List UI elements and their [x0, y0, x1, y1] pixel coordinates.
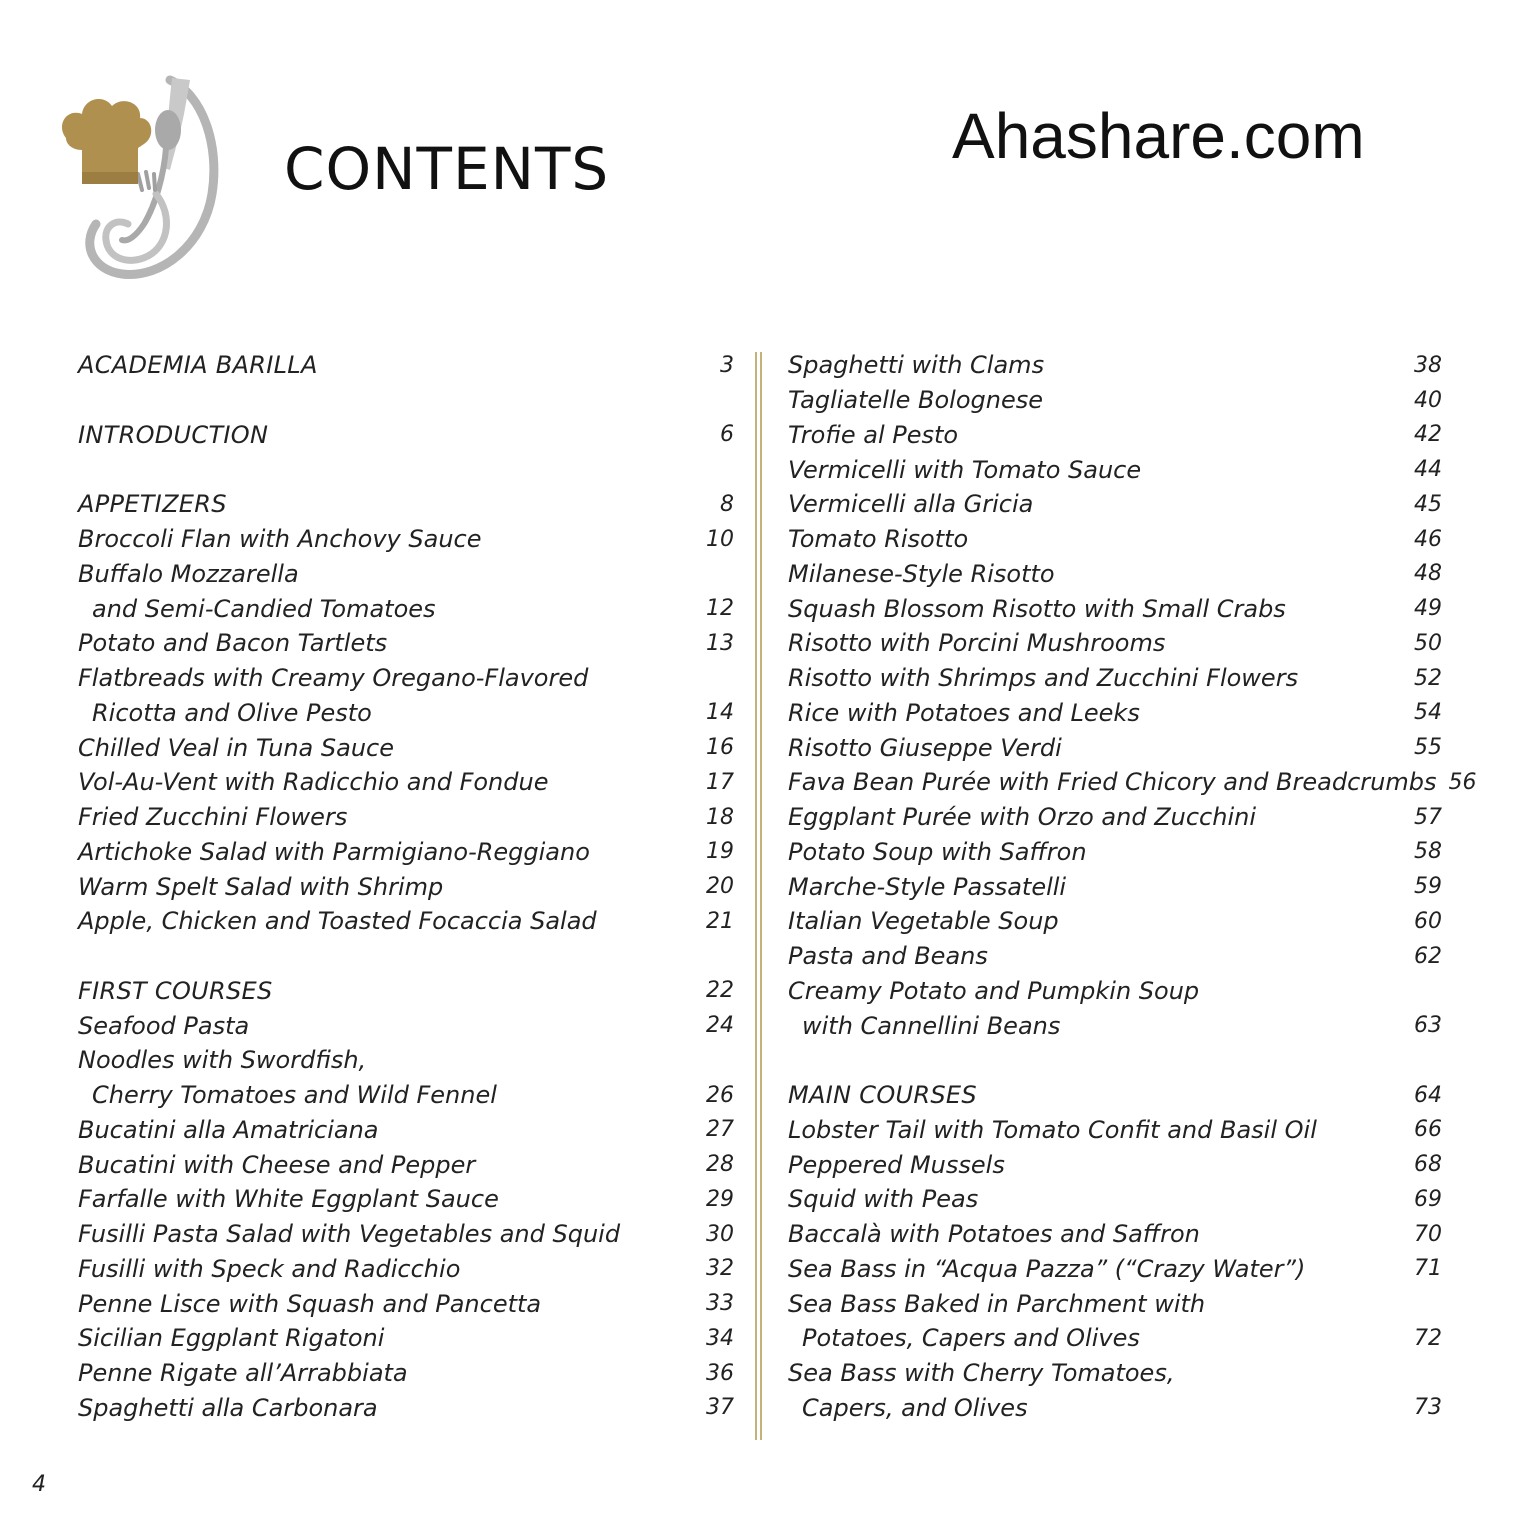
toc-entry — [78, 1043, 734, 1078]
toc-entry — [788, 383, 1442, 418]
toc-entry — [788, 765, 1477, 800]
toc-entry-page: 62 — [1414, 943, 1442, 969]
toc-entry — [788, 591, 1442, 626]
toc-entry-title: Apple, Chicken and Toasted Focaccia Salad — [78, 907, 597, 936]
toc-entry-page: 69 — [1414, 1186, 1442, 1212]
toc-entry — [78, 835, 734, 870]
toc-entry — [788, 1321, 1442, 1356]
toc-entry-title: Fava Bean Purée with Fried Chicory and Breadcrumbs — [788, 768, 1437, 797]
toc-entry-title: Peppered Mussels — [788, 1150, 1005, 1179]
toc-column-right — [788, 348, 1477, 1425]
toc-entry — [788, 1356, 1442, 1391]
toc-entry-title: Sea Bass with Cherry Tomatoes, — [788, 1359, 1175, 1388]
toc-entry — [788, 904, 1442, 939]
toc-entry — [788, 452, 1442, 487]
toc-entry — [788, 800, 1442, 835]
toc-entry-page: 50 — [1414, 630, 1442, 656]
toc-entry-title: MAIN COURSES — [788, 1081, 977, 1110]
toc-entry-page: 27 — [706, 1117, 734, 1143]
toc-entry — [788, 974, 1442, 1009]
toc-entry-title: ACADEMIA BARILLA — [78, 351, 318, 380]
toc-entry — [78, 800, 734, 835]
toc-entry-page: 18 — [706, 804, 734, 830]
toc-entry — [78, 696, 734, 731]
toc-entry-title: Pasta and Beans — [788, 942, 988, 971]
toc-entry — [788, 1008, 1442, 1043]
toc-entry — [78, 1252, 734, 1287]
toc-entry-page: 28 — [706, 1152, 734, 1178]
toc-entry-page: 3 — [720, 352, 734, 378]
toc-entry-title: Capers, and Olives — [802, 1393, 1028, 1422]
toc-entry — [78, 869, 734, 904]
toc-entry-title: Squid with Peas — [788, 1185, 979, 1214]
toc-entry-page: 17 — [706, 769, 734, 795]
toc-entry-title: Vermicelli with Tomato Sauce — [788, 455, 1142, 484]
watermark-text: Ahashare.com — [952, 100, 1365, 172]
toc-entry-page: 32 — [706, 1256, 734, 1282]
toc-entry-page: 13 — [706, 630, 734, 656]
toc-entry — [788, 522, 1442, 557]
toc-entry-title: Risotto Giuseppe Verdi — [788, 733, 1062, 762]
toc-entry-page: 38 — [1414, 352, 1442, 378]
toc-entry-page: 26 — [706, 1082, 734, 1108]
toc-entry — [788, 1113, 1442, 1148]
toc-entry-page: 54 — [1414, 700, 1442, 726]
toc-entry-page: 33 — [706, 1291, 734, 1317]
toc-entry — [788, 1147, 1442, 1182]
toc-entry — [788, 1182, 1442, 1217]
toc-entry-page: 20 — [706, 874, 734, 900]
toc-entry — [788, 730, 1442, 765]
toc-column-left — [78, 348, 734, 1425]
toc-entry — [78, 1217, 734, 1252]
toc-entry — [788, 1286, 1442, 1321]
toc-entry-page: 55 — [1414, 735, 1442, 761]
toc-entry-title: Marche-Style Passatelli — [788, 872, 1067, 901]
toc-entry — [78, 730, 734, 765]
toc-entry-title: Cherry Tomatoes and Wild Fennel — [92, 1081, 497, 1110]
toc-entry-title: Tagliatelle Bolognese — [788, 386, 1044, 415]
toc-entry-title: Risotto with Porcini Mushrooms — [788, 629, 1166, 658]
toc-entry — [78, 1078, 734, 1113]
toc-entry-title: Bucatini with Cheese and Pepper — [78, 1150, 476, 1179]
toc-entry — [78, 1356, 734, 1391]
toc-entry — [788, 1391, 1442, 1426]
toc-spacer — [78, 383, 734, 418]
toc-entry-page: 16 — [706, 735, 734, 761]
page-number: 4 — [32, 1472, 46, 1497]
toc-entry-page: 66 — [1414, 1117, 1442, 1143]
toc-entry — [78, 557, 734, 592]
toc-entry-title: Tomato Risotto — [788, 525, 969, 554]
toc-entry — [788, 1217, 1442, 1252]
toc-spacer — [788, 1043, 1442, 1078]
toc-entry — [78, 661, 734, 696]
toc-entry-page: 70 — [1414, 1221, 1442, 1247]
toc-entry-page: 6 — [720, 422, 734, 448]
toc-entry-title: Fried Zucchini Flowers — [78, 803, 348, 832]
toc-entry — [788, 418, 1442, 453]
toc-entry-page: 34 — [706, 1325, 734, 1351]
toc-entry-title: Italian Vegetable Soup — [788, 907, 1059, 936]
toc-entry-title: Vol-Au-Vent with Radicchio and Fondue — [78, 768, 549, 797]
toc-entry-title: Flatbreads with Creamy Oregano-Flavored — [78, 664, 589, 693]
toc-entry-page: 58 — [1414, 839, 1442, 865]
toc-entry-title: Rice with Potatoes and Leeks — [788, 698, 1140, 727]
toc-entry — [788, 939, 1442, 974]
toc-entry-title: and Semi-Candied Tomatoes — [92, 594, 436, 623]
toc-entry — [788, 661, 1442, 696]
column-divider — [755, 352, 763, 1440]
toc-entry — [788, 696, 1442, 731]
toc-entry-page: 24 — [706, 1013, 734, 1039]
toc-entry-title: Broccoli Flan with Anchovy Sauce — [78, 525, 482, 554]
toc-entry-title: Creamy Potato and Pumpkin Soup — [788, 976, 1200, 1005]
toc-entry-page: 56 — [1448, 769, 1477, 795]
toc-entry-title: Sea Bass Baked in Parchment with — [788, 1289, 1206, 1318]
toc-entry — [78, 1391, 734, 1426]
toc-entry — [788, 557, 1442, 592]
toc-entry-page: 29 — [706, 1186, 734, 1212]
toc-entry-title: Fusilli Pasta Salad with Vegetables and Squid — [78, 1220, 621, 1249]
toc-entry-title: Baccalà with Potatoes and Saffron — [788, 1220, 1200, 1249]
toc-entry-page: 72 — [1414, 1325, 1442, 1351]
toc-spacer — [78, 452, 734, 487]
toc-section-heading — [788, 1078, 1442, 1113]
toc-entry-title: Penne Lisce with Squash and Pancetta — [78, 1289, 542, 1318]
toc-entry-page: 22 — [706, 978, 734, 1004]
toc-entry — [78, 522, 734, 557]
toc-entry-page: 68 — [1414, 1152, 1442, 1178]
toc-entry-title: INTRODUCTION — [78, 420, 269, 449]
toc-entry-title: Buffalo Mozzarella — [78, 559, 299, 588]
toc-entry-title: Fusilli with Speck and Radicchio — [78, 1254, 461, 1283]
toc-entry — [788, 835, 1442, 870]
toc-entry-title: Squash Blossom Risotto with Small Crabs — [788, 594, 1286, 623]
toc-entry-page: 71 — [1414, 1256, 1442, 1282]
toc-entry-title: Bucatini alla Amatriciana — [78, 1115, 379, 1144]
toc-entry-title: Artichoke Salad with Parmigiano-Reggiano — [78, 837, 590, 866]
toc-section-heading — [78, 974, 734, 1009]
toc-entry-title: Sea Bass in “Acqua Pazza” (“Crazy Water”) — [788, 1254, 1306, 1283]
toc-entry-page: 49 — [1414, 596, 1442, 622]
toc-entry-title: Potato and Bacon Tartlets — [78, 629, 388, 658]
toc-entry — [788, 626, 1442, 661]
toc-entry — [788, 1252, 1442, 1287]
toc-spacer — [78, 939, 734, 974]
toc-entry — [78, 765, 734, 800]
toc-entry-title: Sicilian Eggplant Rigatoni — [78, 1324, 385, 1353]
toc-entry — [78, 1147, 734, 1182]
toc-entry-page: 12 — [706, 596, 734, 622]
toc-entry — [78, 591, 734, 626]
toc-entry-title: FIRST COURSES — [78, 976, 273, 1005]
chef-hat-spoon-fork-icon — [52, 74, 232, 284]
toc-entry-title: with Cannellini Beans — [802, 1011, 1061, 1040]
toc-entry-title: APPETIZERS — [78, 490, 227, 519]
toc-entry-page: 63 — [1414, 1013, 1442, 1039]
toc-entry — [78, 1286, 734, 1321]
toc-entry-title: Seafood Pasta — [78, 1011, 250, 1040]
toc-entry-page: 46 — [1414, 526, 1442, 552]
toc-entry-page: 40 — [1414, 387, 1442, 413]
toc-entry-title: Potatoes, Capers and Olives — [802, 1324, 1140, 1353]
toc-entry — [788, 348, 1442, 383]
toc-entry — [78, 1008, 734, 1043]
toc-entry-page: 36 — [706, 1360, 734, 1386]
page-title: CONTENTS — [284, 135, 610, 203]
toc-entry-page: 48 — [1414, 561, 1442, 587]
toc-entry-page: 30 — [706, 1221, 734, 1247]
toc-entry-page: 19 — [706, 839, 734, 865]
toc-entry-page: 44 — [1414, 457, 1442, 483]
toc-entry-page: 73 — [1414, 1395, 1442, 1421]
toc-entry-page: 45 — [1414, 491, 1442, 517]
toc-entry-page: 10 — [706, 526, 734, 552]
toc-entry-page: 8 — [720, 491, 734, 517]
toc-entry-title: Milanese-Style Risotto — [788, 559, 1055, 588]
toc-entry-title: Eggplant Purée with Orzo and Zucchini — [788, 803, 1256, 832]
toc-entry-title: Farfalle with White Eggplant Sauce — [78, 1185, 499, 1214]
toc-entry — [78, 1182, 734, 1217]
toc-entry-page: 14 — [706, 700, 734, 726]
toc-entry-page: 57 — [1414, 804, 1442, 830]
toc-entry — [78, 1321, 734, 1356]
toc-entry-title: Trofie al Pesto — [788, 420, 959, 449]
toc-section-heading — [78, 487, 734, 522]
toc-entry — [788, 487, 1442, 522]
toc-entry-title: Risotto with Shrimps and Zucchini Flowers — [788, 664, 1299, 693]
toc-section-heading — [78, 418, 734, 453]
toc-entry-title: Vermicelli alla Gricia — [788, 490, 1034, 519]
toc-entry-page: 37 — [706, 1395, 734, 1421]
toc-entry-title: Penne Rigate all’Arrabbiata — [78, 1359, 408, 1388]
toc-entry-title: Spaghetti with Clams — [788, 351, 1045, 380]
toc-entry-page: 59 — [1414, 874, 1442, 900]
toc-entry-title: Spaghetti alla Carbonara — [78, 1393, 378, 1422]
toc-entry-page: 60 — [1414, 908, 1442, 934]
toc-entry-title: Noodles with Swordfish, — [78, 1046, 367, 1075]
toc-entry-title: Potato Soup with Saffron — [788, 837, 1087, 866]
toc-entry-title: Warm Spelt Salad with Shrimp — [78, 872, 444, 901]
toc-entry-page: 52 — [1414, 665, 1442, 691]
toc-entry-title: Lobster Tail with Tomato Confit and Basil Oil — [788, 1115, 1317, 1144]
toc-entry-title: Chilled Veal in Tuna Sauce — [78, 733, 395, 762]
toc-entry — [78, 626, 734, 661]
toc-entry — [78, 1113, 734, 1148]
toc-section-heading — [78, 348, 734, 383]
toc-entry — [78, 904, 734, 939]
toc-entry-page: 21 — [706, 908, 734, 934]
toc-entry-page: 64 — [1414, 1082, 1442, 1108]
toc-entry — [788, 869, 1442, 904]
toc-entry-page: 42 — [1414, 422, 1442, 448]
toc-entry-title: Ricotta and Olive Pesto — [92, 698, 372, 727]
